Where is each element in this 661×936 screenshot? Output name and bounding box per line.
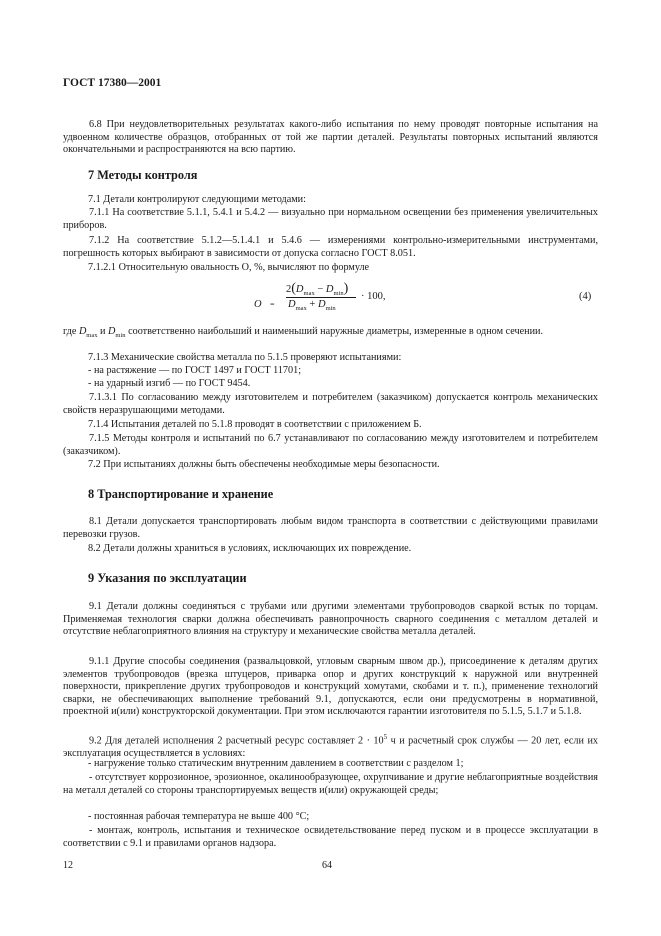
paragraph-9-1-1: 9.1.1 Другие способы соединения (развальцовкой, угловым сварным швом др.), присоединение к деталям других элементов трубопроводов (врезка штуцеров, приварка опор и других конструкций к наружной или внутренней поверхности, прикрепление других трубопроводов и конструкций хомутами, скобами и т. п.), применение технологий сварки, не обеспечивающих выполнение требований 9.1, допускаются, если они предусмотрены в нормативной, проектной и(или) конструкторской документации. При этом исключаются гарантии изготовителя по 5.1.5, 5.1.7 и 5.1.8. — [63, 656, 598, 718]
condition-no-corrosion: - отсутствует коррозионное, эрозионное, окалинообразующее, охрупчивание и другие неблагоприятные воздействия на металл деталей со стороны транспортируемых веществ и(или) окружающей среды; — [63, 772, 598, 796]
paragraph-7-1-3-1: 7.1.3.1 По согласованию между изготовителем и потребителем (заказчиком) допускается контроль механических свойств неразрушающими методами. — [63, 392, 598, 416]
formula-sub-max: max — [303, 290, 315, 297]
paragraph-7-1: 7.1 Детали контролируют следующими методами: — [88, 194, 306, 205]
paragraph-7-2: 7.2 При испытаниях должны быть обеспечены необходимые меры безопасности. — [88, 459, 440, 470]
formula-lhs: O — [254, 299, 262, 310]
page-number-center: 64 — [322, 860, 332, 871]
formula-sub-min: min — [333, 290, 344, 297]
formula-multiplier: · 100, — [361, 291, 386, 302]
formula-equals: = — [270, 300, 275, 309]
formula-sub-max: max — [295, 305, 307, 312]
formula-numerator: $2(D_{max} - D_{min})$ — [286, 281, 349, 297]
paragraph-7-1-3: 7.1.3 Механические свойства металла по 5.1.5 проверяют испытаниями: — [88, 352, 402, 363]
section-8-title: 8 Транспортирование и хранение — [88, 487, 274, 501]
paragraph-7-1-5: 7.1.5 Методы контроля и испытаний по 6.7 устанавливают по согласованию между изготовителем и потребителем (заказчиком). — [63, 433, 598, 457]
formula-d: D — [288, 299, 296, 310]
formula-minus: − — [317, 284, 324, 295]
list-item-tension: - на растяжение — по ГОСТ 1497 и ГОСТ 11701; — [88, 365, 302, 376]
formula-denominator — [288, 299, 336, 312]
formula-explanation: где $D_{max}$ и $D_{min}$ соответственно наибольший и наименьший наружные диаметры, измеренные в одном сечении. — [63, 326, 544, 339]
paragraph-9-2: 9.2 Для деталей исполнения 2 расчетный ресурс составляет $2 \cdot 10^5$ ч и расчетный срок службы — 20 лет, если их эксплуатация осуществляется в условиях: — [63, 733, 598, 759]
formula-d: D — [295, 284, 304, 295]
list-item-impact: - на ударный изгиб — по ГОСТ 9454. — [88, 378, 251, 389]
paragraph-9-1: 9.1 Детали должны соединяться с трубами или другими элементами трубопроводов сваркой встык по торцам. Применяемая технология сварки должна обеспечивать равнопрочность сварного соединения с металлом деталей и отсутствие неблагоприятного влияния на структуру и механические свойства металла деталей. — [63, 601, 598, 638]
section-7-title: 7 Методы контроля — [88, 168, 198, 182]
formula-fraction-bar — [286, 297, 356, 298]
formula-number: (4) — [579, 291, 592, 302]
paragraph-8-2: 8.2 Детали должны храниться в условиях, исключающих их повреждение. — [88, 543, 412, 554]
condition-mounting: - монтаж, контроль, испытания и техническое освидетельствование перед пуском и в процессе эксплуатации в соответствии с 9.1 и правилами органов надзора. — [63, 825, 598, 849]
formula-sub-min: min — [325, 305, 336, 312]
paragraph-7-1-4: 7.1.4 Испытания деталей по 5.1.8 проводят в соответствии с приложением Б. — [88, 419, 422, 430]
page-number-left: 12 — [63, 860, 73, 871]
paragraph-7-1-2: 7.1.2 На соответствие 5.1.2—5.1.4.1 и 5.4.6 — измерениями контрольно-измерительными инструментами, погрешность которых выбирают в зависимости от допуска согласно ГОСТ 8.051. — [63, 235, 598, 259]
condition-static-load: - нагружение только статическим внутренним давлением в соответствии с разделом 1; — [88, 758, 464, 769]
formula-coef: 2 — [286, 284, 292, 295]
formula-d: D — [317, 299, 326, 310]
formula-plus: + — [309, 299, 316, 310]
document-header: ГОСТ 17380—2001 — [63, 77, 162, 89]
section-9-title: 9 Указания по эксплуатации — [88, 571, 247, 585]
paragraph-7-1-1: 7.1.1 На соответствие 5.1.1, 5.4.1 и 5.4.2 — визуально при нормальном освещении без применения увеличительных приборов. — [63, 207, 598, 231]
paragraph-8-1: 8.1 Детали допускается транспортировать любым видом транспорта в соответствии с действующими правилами перевозки грузов. — [63, 516, 598, 540]
paragraph-7-1-2-1: 7.1.2.1 Относительную овальность O, %, вычисляют по формуле — [88, 262, 370, 273]
paragraph-6-8: 6.8 При неудовлетворительных результатах какого-либо испытания по нему проводят повторные испытания на удвоенном количестве образцов, отобранных от той же партии деталей. Результаты повторных испытаний являются окончательными и распространяются на всю партию. — [63, 119, 598, 156]
formula-d: D — [325, 284, 334, 295]
condition-temperature: - постоянная рабочая температура не выше 400 °С; — [88, 811, 310, 822]
